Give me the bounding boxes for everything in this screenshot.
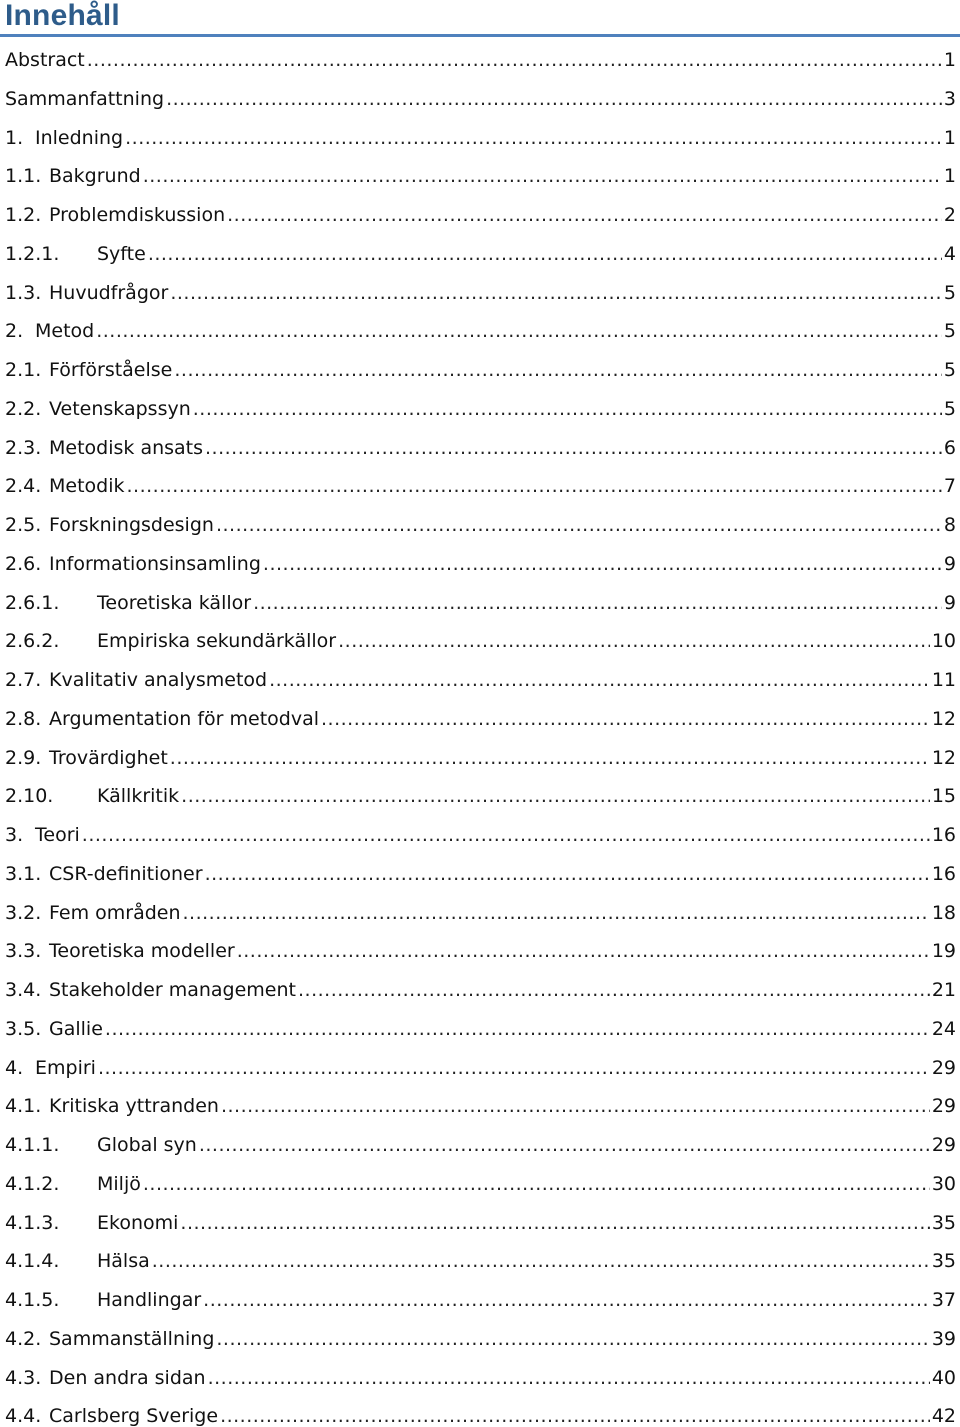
toc-entry-page-number[interactable]: 29 — [931, 1095, 956, 1118]
toc-dot-leader — [180, 1212, 929, 1234]
toc-entry-number: 3.3. — [5, 940, 42, 963]
toc-entry[interactable] — [0, 972, 956, 1011]
toc-entry-page-number[interactable]: 18 — [931, 901, 956, 924]
heading-underline — [0, 34, 960, 37]
toc-entry[interactable] — [0, 1088, 956, 1127]
toc-entry-label[interactable]: Inledning — [35, 126, 124, 149]
toc-entry-page-number[interactable]: 35 — [931, 1211, 956, 1234]
toc-entry-page-number[interactable]: 5 — [943, 281, 956, 304]
toc-dot-leader — [253, 592, 942, 614]
toc-entry-label[interactable]: Empiriska sekundärkällor — [97, 630, 337, 653]
toc-entry-page-number[interactable]: 40 — [931, 1366, 956, 1389]
toc-entry-number: 2.7. — [5, 669, 42, 691]
toc-entry-label[interactable]: Metodik — [49, 475, 125, 498]
toc-entry-label[interactable]: Handlingar — [97, 1289, 202, 1311]
toc-dot-leader — [96, 320, 942, 342]
toc-entry-page-number[interactable]: 42 — [931, 1405, 956, 1427]
toc-entry-number: 2.4. — [5, 475, 42, 498]
toc-entry-line[interactable] — [5, 243, 956, 267]
toc-entry-page-number[interactable]: 24 — [931, 1017, 956, 1040]
toc-entry-line[interactable] — [5, 553, 956, 577]
toc-entry-line[interactable] — [5, 88, 956, 112]
toc-entry-line[interactable] — [5, 49, 956, 73]
toc-entry-number: 4.4. — [5, 1405, 42, 1427]
toc-entry[interactable] — [0, 1398, 956, 1427]
toc-entry-label[interactable]: Problemdiskussion — [49, 204, 226, 226]
toc-entry-page-number[interactable]: 5 — [943, 397, 956, 420]
toc-dot-leader — [148, 243, 942, 265]
toc-entry-number: 4.1.5. — [5, 1289, 60, 1311]
toc-entry[interactable] — [0, 1282, 956, 1321]
toc-entry-page-number[interactable]: 1 — [943, 49, 956, 71]
toc-entry[interactable] — [0, 1127, 956, 1166]
toc-entry-page-number[interactable]: 10 — [931, 630, 956, 653]
toc-entry-line[interactable] — [5, 475, 956, 499]
toc-dot-leader — [181, 785, 930, 807]
toc-entry-page-number[interactable]: 39 — [931, 1327, 956, 1350]
toc-entry-number: 2. — [5, 320, 24, 343]
toc-dot-leader — [338, 630, 930, 652]
toc-entry-page-number[interactable]: 12 — [931, 707, 956, 730]
toc-entry-page-number[interactable]: 9 — [943, 552, 956, 575]
toc-dot-leader — [216, 1328, 929, 1350]
toc-entry-number: 2.3. — [5, 436, 42, 459]
toc-entry-label[interactable]: Hälsa — [97, 1250, 150, 1273]
toc-entry-line[interactable] — [5, 902, 956, 926]
toc-entry[interactable] — [0, 1360, 956, 1399]
toc-entry[interactable] — [0, 778, 956, 817]
toc-dot-leader — [203, 1289, 930, 1311]
toc-dot-leader — [263, 553, 942, 575]
toc-entry-number: 2.10. — [5, 785, 54, 808]
toc-entry-label[interactable]: Ekonomi — [97, 1211, 179, 1234]
toc-dot-leader — [321, 708, 930, 730]
toc-entry-label[interactable]: Kritiska yttranden — [49, 1095, 219, 1118]
toc-entry-label[interactable]: Sammanfattning — [5, 87, 165, 110]
toc-entry-number: 1.1. — [5, 165, 42, 188]
toc-entry[interactable] — [0, 313, 956, 352]
toc-entry-label[interactable]: Vetenskapssyn — [49, 397, 191, 420]
toc-dot-leader — [127, 475, 942, 497]
toc-entry[interactable] — [0, 623, 956, 662]
toc-entry[interactable] — [0, 158, 956, 197]
toc-entry-number: 4.1. — [5, 1095, 42, 1118]
toc-entry-label[interactable]: Fem områden — [49, 901, 181, 924]
toc-entry-line[interactable] — [5, 1328, 956, 1352]
toc-entry-page-number[interactable]: 19 — [931, 940, 956, 963]
toc-entry-line[interactable] — [5, 592, 956, 616]
toc-entry-label[interactable]: Informationsinsamling — [49, 552, 261, 575]
toc-entry-page-number[interactable]: 3 — [943, 87, 956, 110]
toc-entry-line[interactable] — [5, 940, 956, 964]
toc-dot-leader — [174, 359, 942, 381]
toc-entry-label[interactable]: CSR-definitioner — [49, 862, 203, 885]
toc-entry-line[interactable] — [5, 630, 956, 654]
toc-entry-number: 4.1.4. — [5, 1250, 60, 1273]
toc-entry-page-number[interactable]: 29 — [931, 1056, 956, 1079]
toc-entry-line[interactable] — [5, 165, 956, 189]
toc-dot-leader — [152, 1250, 930, 1272]
toc-entry[interactable] — [0, 662, 956, 701]
toc-entry-page-number[interactable]: 37 — [931, 1289, 956, 1311]
toc-entry[interactable] — [0, 895, 956, 934]
toc-entry-line[interactable] — [5, 359, 956, 383]
toc-entry-page-number[interactable]: 12 — [931, 746, 956, 769]
toc-entry-line[interactable] — [5, 1367, 956, 1391]
toc-entry-number: 2.6.1. — [5, 591, 60, 614]
toc-entry-label[interactable]: Argumentation för metodval — [49, 707, 320, 730]
toc-dot-leader — [183, 902, 930, 924]
toc-entry-page-number[interactable]: 5 — [943, 359, 956, 381]
toc-entry[interactable] — [0, 740, 956, 779]
toc-dot-leader — [216, 514, 942, 536]
toc-entry-page-number[interactable]: 29 — [931, 1134, 956, 1156]
toc-entry-line[interactable] — [5, 320, 956, 344]
toc-entry-label[interactable]: Miljö — [97, 1172, 141, 1195]
toc-dot-leader — [170, 282, 942, 304]
toc-entry-page-number[interactable]: 11 — [931, 669, 956, 691]
toc-dot-leader — [237, 940, 930, 962]
toc-entry-number: 1.2.1. — [5, 242, 60, 265]
toc-entry-number: 4.3. — [5, 1366, 42, 1389]
toc-entry[interactable] — [0, 507, 956, 546]
toc-dot-leader — [227, 204, 942, 226]
toc-dot-leader — [170, 747, 930, 769]
toc-entry[interactable] — [0, 430, 956, 469]
toc-entry-line[interactable] — [5, 1173, 956, 1197]
toc-entry-label[interactable]: Gallie — [49, 1017, 103, 1040]
toc-entry[interactable] — [0, 1166, 956, 1205]
toc-entry-number: 1. — [5, 126, 24, 149]
toc-entry-line[interactable] — [5, 1212, 956, 1236]
toc-entry-label[interactable]: Forskningsdesign — [49, 514, 214, 536]
toc-entry-number: 3. — [5, 824, 24, 846]
toc-dot-leader — [298, 979, 930, 1001]
toc-entry-line[interactable] — [5, 1057, 956, 1081]
toc-entry-page-number[interactable]: 1 — [943, 165, 956, 188]
toc-entry-label[interactable]: Syfte — [97, 242, 146, 265]
toc-entry-number: 1.3. — [5, 281, 42, 304]
toc-entry[interactable] — [0, 546, 956, 585]
toc-dot-leader — [125, 127, 942, 149]
toc-entry-page-number[interactable]: 30 — [931, 1172, 956, 1195]
toc-entry-line[interactable] — [5, 1018, 956, 1042]
toc-entry-line[interactable] — [5, 1095, 956, 1119]
toc-entry-page-number[interactable]: 7 — [943, 475, 956, 498]
toc-entry-number: 2.9. — [5, 746, 42, 769]
toc-entry-line[interactable] — [5, 282, 956, 306]
toc-entry-number: 4.2. — [5, 1327, 42, 1350]
toc-entry-number: 3.5. — [5, 1017, 42, 1040]
toc-entry[interactable] — [0, 933, 956, 972]
toc-entry-page-number[interactable]: 16 — [931, 824, 956, 846]
toc-entry-label[interactable]: Källkritik — [97, 785, 180, 808]
toc-entry-number: 3.4. — [5, 979, 42, 1001]
toc-entry[interactable] — [0, 585, 956, 624]
toc-entry-label[interactable]: Metod — [35, 320, 95, 343]
toc-entry-line[interactable] — [5, 398, 956, 422]
toc-entry-number: 1.2. — [5, 204, 42, 226]
toc-dot-leader — [208, 1367, 930, 1389]
toc-entry[interactable] — [0, 42, 956, 81]
toc-entry-number: 2.1. — [5, 359, 42, 381]
toc-entry-page-number[interactable]: 6 — [943, 436, 956, 459]
toc-entry-number: 2.8. — [5, 707, 42, 730]
toc-entry-label[interactable]: Global syn — [97, 1134, 197, 1156]
toc-heading: Innehåll — [5, 0, 120, 32]
toc-dot-leader — [87, 49, 942, 71]
toc-entry[interactable] — [0, 1205, 956, 1244]
toc-entry[interactable] — [0, 701, 956, 740]
toc-entry-page-number[interactable]: 2 — [943, 204, 956, 226]
toc-entry-line[interactable] — [5, 669, 956, 693]
toc-entry-label[interactable]: Metodisk ansats — [49, 436, 204, 459]
toc-entry-number: 2.6. — [5, 552, 42, 575]
toc-entry-page-number[interactable]: 9 — [943, 591, 956, 614]
toc-entry-line[interactable] — [5, 863, 956, 887]
toc-entry[interactable] — [0, 352, 956, 391]
toc-entry-label[interactable]: Teoretiska källor — [97, 591, 252, 614]
toc-entry-line[interactable] — [5, 708, 956, 732]
toc-entry[interactable] — [0, 197, 956, 236]
toc-entry-label[interactable]: Abstract — [5, 49, 85, 71]
toc-entry-number: 4.1.3. — [5, 1211, 60, 1234]
toc-entry[interactable] — [0, 817, 956, 856]
toc-entry[interactable] — [0, 275, 956, 314]
toc-entry-page-number[interactable]: 16 — [931, 862, 956, 885]
toc-entry-label[interactable]: Den andra sidan — [49, 1366, 206, 1389]
toc-entry-label[interactable]: Teoretiska modeller — [49, 940, 235, 963]
toc-entry-label[interactable]: Trovärdighet — [49, 746, 168, 769]
toc-dot-leader — [220, 1405, 930, 1427]
toc-dot-leader — [105, 1018, 930, 1040]
toc-dot-leader — [221, 1095, 930, 1117]
toc-entry-number: 3.1. — [5, 862, 42, 885]
toc-entry-line[interactable] — [5, 1289, 956, 1313]
toc-entry-line[interactable] — [5, 824, 956, 848]
toc-entry[interactable] — [0, 120, 956, 159]
toc-entry-label[interactable]: Carlsberg Sverige — [49, 1405, 219, 1427]
toc-entry[interactable] — [0, 856, 956, 895]
toc-entry-page-number[interactable]: 35 — [931, 1250, 956, 1273]
toc-entry-number: 4. — [5, 1056, 24, 1079]
toc-dot-leader — [166, 88, 942, 110]
toc-entry-label[interactable]: Huvudfrågor — [49, 281, 169, 304]
toc-dot-leader — [98, 1057, 930, 1079]
toc-entry-label[interactable]: Empiri — [35, 1056, 96, 1079]
toc-dot-leader — [205, 437, 942, 459]
toc-entry-page-number[interactable]: 1 — [943, 126, 956, 149]
toc-entry-label[interactable]: Sammanställning — [49, 1327, 215, 1350]
toc-entry[interactable] — [0, 81, 956, 120]
toc-entry-line[interactable] — [5, 979, 956, 1003]
toc-entry-label[interactable]: Teori — [35, 824, 80, 846]
toc-entry-number: 4.1.2. — [5, 1172, 60, 1195]
table-of-contents — [0, 42, 956, 1427]
toc-dot-leader — [269, 669, 930, 691]
toc-entry[interactable] — [0, 1050, 956, 1089]
toc-entry-label[interactable]: Kvalitativ analysmetod — [49, 669, 268, 691]
toc-entry-number: 2.2. — [5, 397, 42, 420]
toc-entry[interactable] — [0, 1243, 956, 1282]
toc-entry[interactable] — [0, 468, 956, 507]
toc-dot-leader — [205, 863, 930, 885]
toc-entry-page-number[interactable]: 4 — [943, 242, 956, 265]
toc-entry-number: 2.6.2. — [5, 630, 60, 653]
toc-entry[interactable] — [0, 1321, 956, 1360]
toc-entry-page-number[interactable]: 15 — [931, 785, 956, 808]
toc-entry-line[interactable] — [5, 1250, 956, 1274]
toc-entry-label[interactable]: Förförståelse — [49, 359, 173, 381]
toc-entry-line[interactable] — [5, 204, 956, 228]
toc-entry-line[interactable] — [5, 1405, 956, 1427]
toc-entry[interactable] — [0, 1011, 956, 1050]
toc-entry-number: 2.5. — [5, 514, 42, 536]
toc-dot-leader — [193, 398, 942, 420]
toc-dot-leader — [143, 1173, 930, 1195]
toc-entry-label[interactable]: Stakeholder management — [49, 979, 296, 1001]
toc-entry[interactable] — [0, 391, 956, 430]
toc-dot-leader — [199, 1134, 930, 1156]
toc-entry-line[interactable] — [5, 514, 956, 538]
toc-entry-page-number[interactable]: 21 — [931, 979, 956, 1001]
toc-entry-line[interactable] — [5, 437, 956, 461]
toc-entry-number: 3.2. — [5, 901, 42, 924]
toc-dot-leader — [143, 165, 942, 187]
toc-entry[interactable] — [0, 236, 956, 275]
toc-entry-line[interactable] — [5, 127, 956, 151]
toc-entry-label[interactable]: Bakgrund — [49, 165, 141, 188]
toc-entry-line[interactable] — [5, 1134, 956, 1158]
toc-entry-page-number[interactable]: 5 — [943, 320, 956, 343]
toc-dot-leader — [82, 824, 930, 846]
toc-entry-page-number[interactable]: 8 — [943, 514, 956, 536]
toc-entry-line[interactable] — [5, 747, 956, 771]
toc-entry-number: 4.1.1. — [5, 1134, 60, 1156]
toc-entry-line[interactable] — [5, 785, 956, 809]
